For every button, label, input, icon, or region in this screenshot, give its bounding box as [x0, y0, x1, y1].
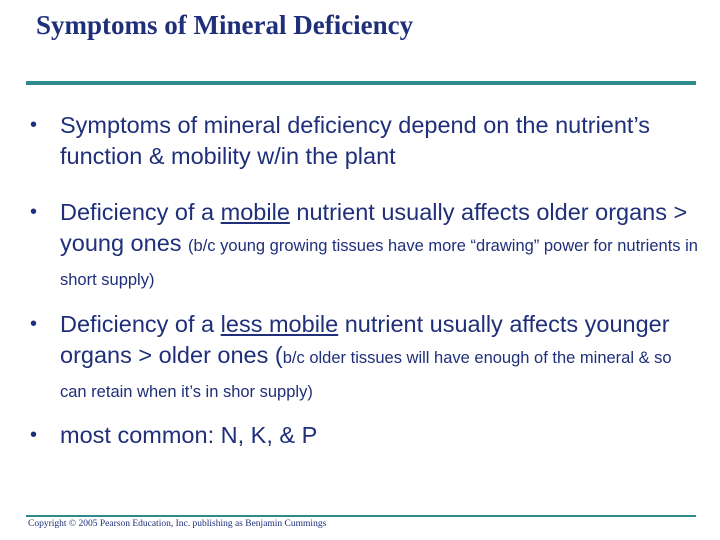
slide-title: Symptoms of Mineral Deficiency [36, 10, 414, 40]
bullet-text-pre: Deficiency of a [60, 311, 221, 337]
bullet-text-main: most common: N, K, & P [60, 422, 318, 448]
bullet-text [60, 110, 700, 172]
bullet-item [30, 309, 700, 408]
bullet-text-main: Symptoms of mineral deficiency depend on the nutrient’s function & mobility w/in the plant [60, 112, 651, 169]
bullet-text-post: nutrient usually affects older organs > young ones [60, 199, 688, 256]
bullet-marker: • [30, 313, 38, 335]
emphasis-less-mobile: less mobile [220, 311, 339, 337]
title-divider [26, 81, 696, 85]
bullet-note: (b/c young growing tissues have more “drawing” power for nutrients in short supply) [60, 237, 698, 289]
copyright-notice: Copyright © 2005 Pearson Education, Inc. publishing as Benjamin Cummings [28, 519, 327, 529]
bullet-item [30, 110, 700, 172]
bullet-text [60, 309, 700, 408]
bullet-text [60, 197, 700, 296]
bullet-note: b/c older tissues will have enough of the mineral & so can retain when it’s in shor supply) [60, 349, 672, 401]
bullet-item [30, 197, 700, 296]
emphasis-mobile: mobile [220, 199, 290, 225]
bullet-marker: • [30, 114, 38, 136]
bullet-marker: • [30, 424, 38, 446]
bullet-text-pre: Deficiency of a [60, 199, 221, 225]
footer-divider [26, 515, 696, 517]
bullet-item [30, 420, 700, 451]
bullet-text-post: nutrient usually affects younger organs > older ones ( [60, 311, 670, 368]
bullet-marker: • [30, 201, 38, 223]
bullet-text [60, 420, 700, 451]
